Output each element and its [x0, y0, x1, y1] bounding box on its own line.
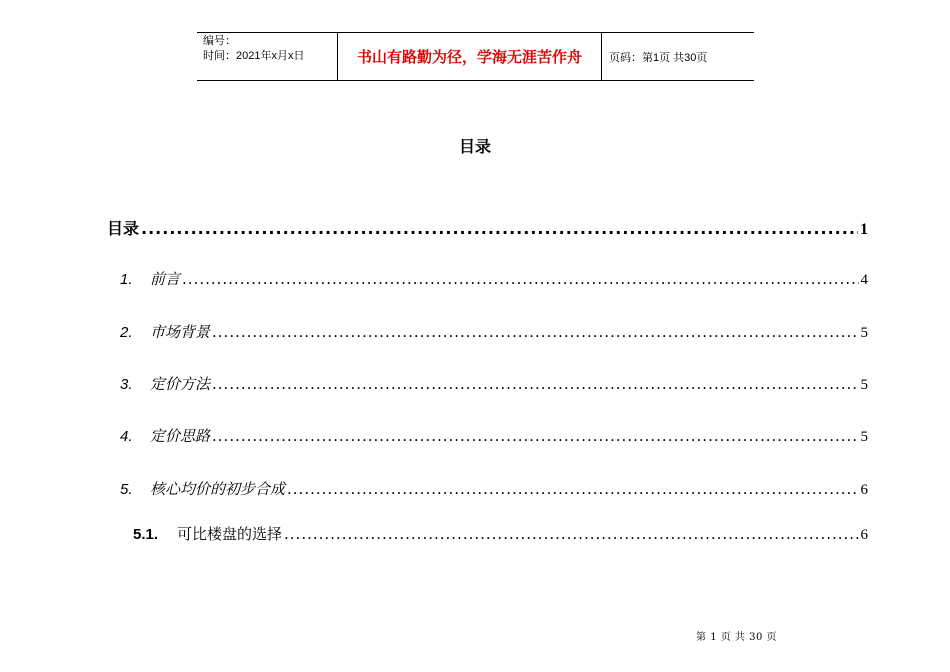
toc-entry-2[interactable] [120, 321, 868, 342]
toc-entry-page: 5 [860, 377, 868, 393]
toc-entry-number: 3. [120, 376, 133, 393]
toc-heading: 目录 [458, 137, 491, 156]
toc-entry-label: 定价思路 [150, 427, 211, 445]
toc-dot-leader [212, 375, 858, 393]
toc-entry-4[interactable] [120, 425, 868, 446]
toc-entry-3[interactable] [120, 373, 868, 394]
toc-entry-contents[interactable] [107, 216, 868, 239]
page-footer: 第 1 页 共 30 页 [696, 632, 777, 643]
header-motto: 书山有路勤为径，学海无涯苦作舟 [356, 48, 582, 66]
toc-entry-label: 可比楼盘的选择 [177, 525, 283, 543]
toc-entry-label: 定价方法 [150, 375, 211, 393]
toc-entry-label: 前言 [150, 270, 181, 288]
toc-entry-page: 4 [860, 272, 868, 288]
toc-entry-label: 核心均价的初步合成 [150, 480, 286, 498]
toc-dot-leader [141, 219, 858, 238]
toc-entry-5[interactable] [120, 478, 868, 499]
toc-entry-1[interactable] [120, 268, 868, 289]
toc-entry-number: 5. [120, 481, 133, 498]
toc-entry-page: 5 [860, 325, 868, 341]
toc-entry-5-1[interactable] [133, 523, 868, 544]
toc-dot-leader [212, 323, 858, 341]
header-page-info: 页码：第1页 共30页 [609, 51, 708, 64]
document-time-label: 时间：2021年x月x日 [203, 50, 305, 62]
toc-entry-page: 5 [860, 429, 868, 445]
toc-dot-leader [284, 525, 858, 543]
toc-dot-leader [287, 480, 858, 498]
toc-dot-leader [212, 427, 858, 445]
toc-dot-leader [182, 270, 858, 288]
toc-entry-number: 4. [120, 428, 133, 445]
document-number-label: 编号： [203, 35, 236, 47]
toc-entry-number: 1. [120, 271, 133, 288]
toc-entry-label: 市场背景 [150, 323, 211, 341]
toc-entry-number: 5.1. [133, 526, 159, 543]
toc-entry-number: 2. [120, 324, 133, 341]
toc-entry-page: 6 [860, 482, 868, 498]
toc-entry-page: 1 [860, 221, 868, 238]
toc-entry-page: 6 [860, 527, 868, 543]
toc-entry-label: 目录 [107, 219, 140, 238]
